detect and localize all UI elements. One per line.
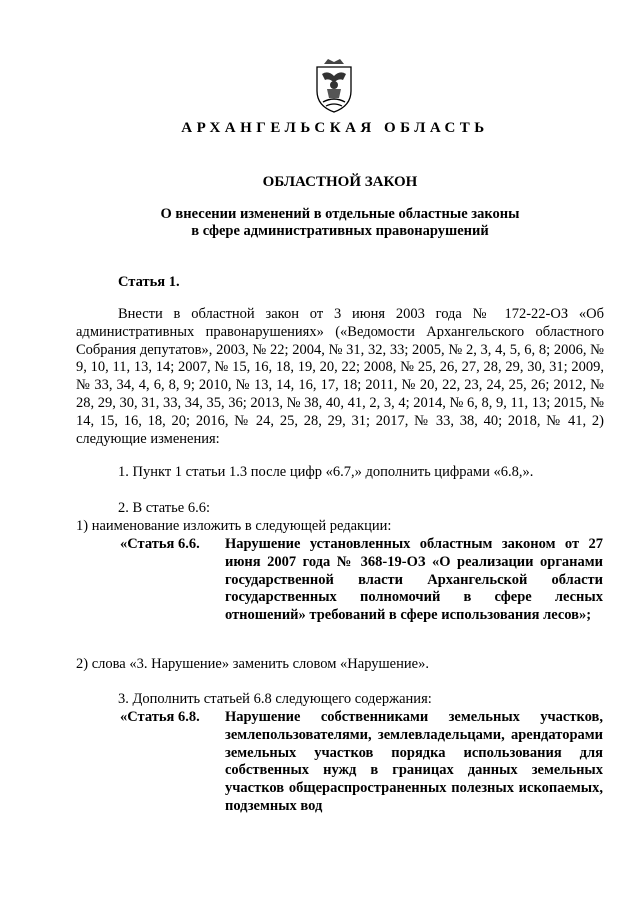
item-2-quote-text: Нарушение установленных областным законом от 27 июня 2007 года № 368-19-ОЗ «О реализации органами государственной власти Архангельской области государственных полномочий в сфере лесных отношений» требований в сфере использования лесов»;	[225, 536, 603, 624]
item-1: 1. Пункт 1 статьи 1.3 после цифр «6.7,» дополнить цифрами «6.8,».	[118, 464, 534, 480]
title-line-1: О внесении изменений в отдельные областные законы	[160, 206, 520, 222]
law-type: ОБЛАСТНОЙ ЗАКОН	[262, 174, 418, 190]
item-3: 3. Дополнить статьей 6.8 следующего содержания:	[118, 691, 432, 707]
region-name: АРХАНГЕЛЬСКАЯ ОБЛАСТЬ	[181, 120, 489, 136]
article-intro-paragraph: Внести в областной закон от 3 июня 2003 года № 172-22-ОЗ «Об административных правонарушениях» («Ведомости Архангельского областного Собрания депутатов», 2003, № 22; 2004, № 31, 32, 33; 2005, № 2, 3, 4, 5, 6, 8; 2006, № 9, 10, 11, 13, 14; 2007, № 15, 16, 18, 19, 20, 22; 2008, № 25, 26, 27, 28, 29, 30, 31; 2009, № 33, 34, 4, 6, 8, 9; 2010, № 13, 14, 16, 17, 18; 2011, № 20, 22, 23, 24, 25, 26; 2012, № 28, 29, 30, 31, 33, 34, 35, 36; 2013, № 38, 40, 41, 2, 3, 4; 2014, № 6, 8, 9, 11, 13; 2015, № 14, 15, 16, 18, 20; 2016, № 24, 25, 28, 29, 31; 2017, № 33, 38, 40; 2018, № 41, 2) следующие изменения:	[76, 306, 604, 447]
item-3-quote-text: Нарушение собственниками земельных участков, землепользователями, землевладельцами, арендаторами земельных участков порядка использования для собственных нужд в границах данных земельных участков общераспространенных полезных ископаемых, подземных вод	[225, 709, 603, 814]
title-line-2: в сфере административных правонарушений	[191, 223, 489, 239]
coat-of-arms-icon	[310, 58, 358, 113]
item-2-quote-label: «Статья 6.6.	[120, 536, 200, 552]
item-2: 2. В статье 6.6:	[118, 500, 210, 516]
item-2-sub-1: 1) наименование изложить в следующей редакции:	[76, 518, 392, 534]
item-2-sub-2: 2) слова «3. Нарушение» заменить словом «Нарушение».	[76, 656, 429, 672]
item-3-quote-label: «Статья 6.8.	[120, 709, 200, 725]
document-title	[0, 206, 640, 240]
article-heading: Статья 1.	[118, 274, 180, 290]
